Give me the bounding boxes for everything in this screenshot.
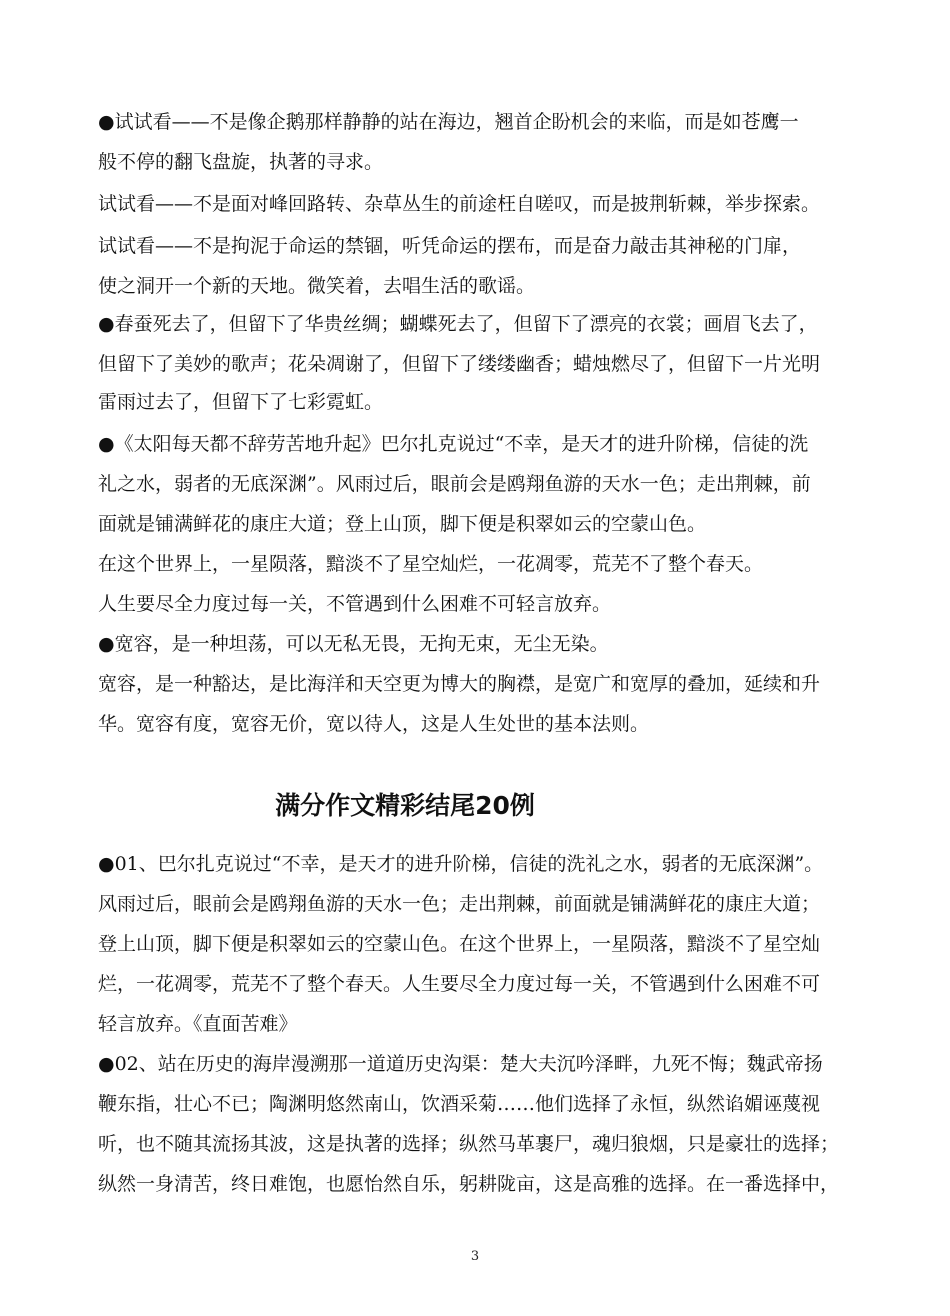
text-line: ●02、站在历史的海岸漫溯那一道道历史沟渠：楚大夫沉吟泽畔，九死不悔；魏武帝扬 (98, 1053, 823, 1075)
text-line: 风雨过后，眼前会是鸥翔鱼游的天水一色；走出荆棘，前面就是铺满鲜花的康庄大道； (98, 893, 821, 915)
text-line: ●《太阳每天都不辞劳苦地升起》巴尔扎克说过“不幸，是天才的进升阶梯，信徒的洗 (98, 433, 809, 455)
text-line: 在这个世界上，一星陨落，黯淡不了星空灿烂，一花凋零，荒芜不了整个春天。 (98, 553, 764, 575)
section-title (0, 786, 810, 826)
text-line: 但留下了美妙的歌声；花朵凋谢了，但留下了缕缕幽香；蜡烛燃尽了，但留下一片光明 (98, 353, 821, 375)
page-number: 3 (470, 1249, 480, 1264)
text-line: 华。宽容有度，宽容无价，宽以待人，这是人生处世的基本法则。 (98, 713, 650, 735)
text-line: 般不停的翻飞盘旋，执著的寻求。 (98, 151, 384, 173)
text-line: ●宽容，是一种坦荡，可以无私无畏，无拘无束，无尘无染。 (98, 633, 609, 655)
text-line: 宽容，是一种豁达，是比海洋和天空更为博大的胸襟，是宽广和宽厚的叠加，延续和升 (98, 673, 821, 695)
text-line: ●01、巴尔扎克说过“不幸，是天才的进升阶梯，信徒的洗礼之水，弱者的无底深渊”。 (98, 853, 824, 875)
text-line: 纵然一身清苦，终日难饱，也愿怡然自乐，躬耕陇亩，这是高雅的选择。在一番选择中， (98, 1173, 840, 1195)
text-line: ●春蚕死去了，但留下了华贵丝绸；蝴蝶死去了，但留下了漂亮的衣裳；画眉飞去了， (98, 313, 818, 335)
text-line: 礼之水，弱者的无底深渊”。风雨过后，眼前会是鸥翔鱼游的天水一色；走出荆棘，前 (98, 473, 811, 495)
text-line: 使之洞开一个新的天地。微笑着，去唱生活的歌谣。 (98, 275, 536, 297)
text-line: 登上山顶，脚下便是积翠如云的空蒙山色。在这个世界上，一星陨落，黯淡不了星空灿 (98, 933, 821, 955)
text-line: 人生要尽全力度过每一关，不管遇到什么困难不可轻言放弃。 (98, 593, 612, 615)
section-title-text: 满分作文精彩结尾20例 (275, 791, 535, 820)
text-line: 试试看——不是拘泥于命运的禁锢，听凭命运的摆布，而是奋力敲击其神秘的门扉， (98, 235, 802, 257)
text-line: 面就是铺满鲜花的康庄大道；登上山顶，脚下便是积翠如云的空蒙山色。 (98, 513, 707, 535)
text-line: 听，也不随其流扬其波，这是执著的选择；纵然马革裹尸，魂归狼烟，只是豪壮的选择； (98, 1133, 840, 1155)
text-line: 鞭东指，壮心不已；陶渊明悠然南山，饮酒采菊……他们选择了永恒，纵然谄媚诬蔑视 (98, 1093, 821, 1115)
text-line: 雷雨过去了，但留下了七彩霓虹。 (98, 391, 384, 413)
text-line: 轻言放弃。《直面苦难》 (98, 1013, 298, 1035)
text-line: ●试试看——不是像企鹅那样静静的站在海边，翘首企盼机会的来临，而是如苍鹰一 (98, 111, 799, 133)
text-line: 试试看——不是面对峰回路转、杂草丛生的前途枉自嗟叹，而是披荆斩棘，举步探索。 (98, 193, 821, 215)
text-line: 烂，一花凋零，荒芜不了整个春天。人生要尽全力度过每一关，不管遇到什么困难不可 (98, 973, 821, 995)
